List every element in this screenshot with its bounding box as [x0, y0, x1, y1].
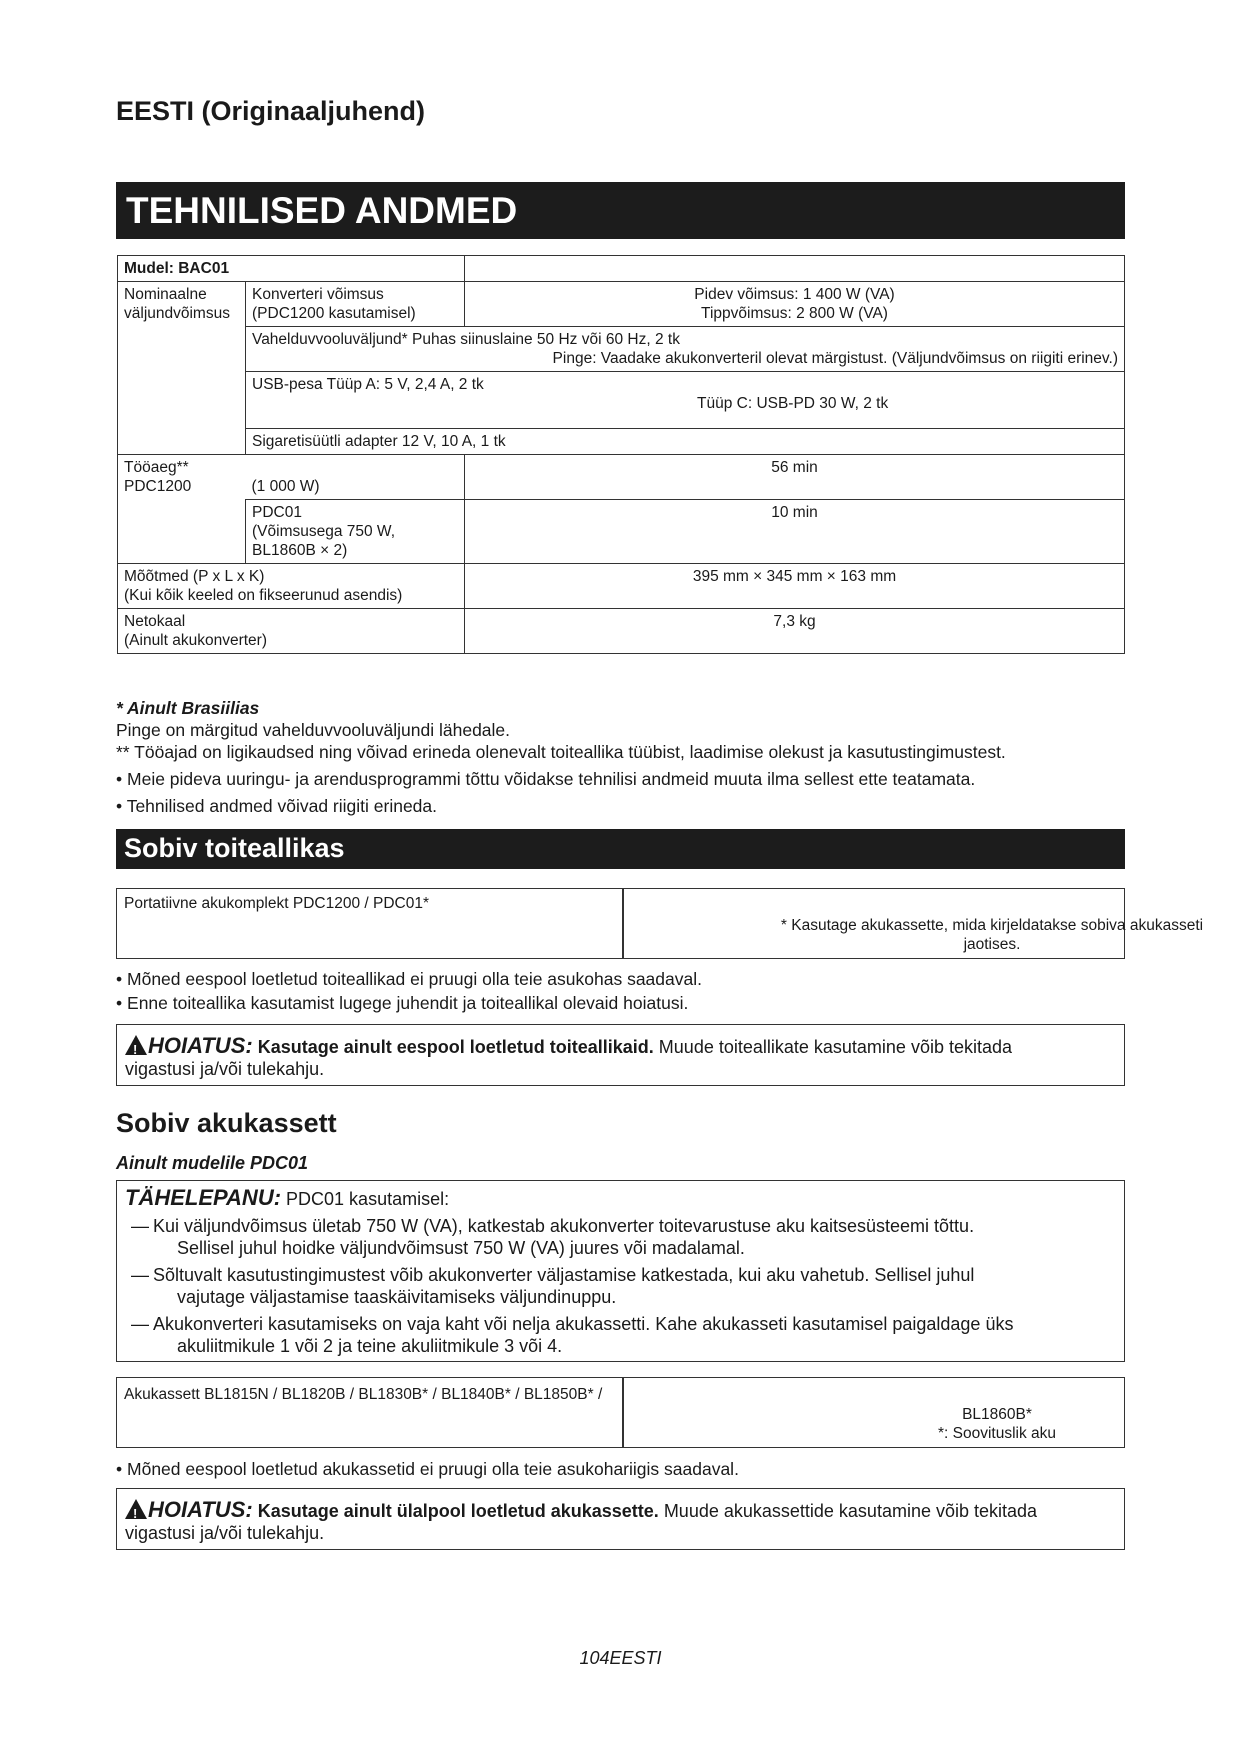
runtime-pdc1200-value: 56 min: [465, 455, 1125, 500]
list-item: — Akukonverteri kasutamiseks on vaja kaht või nelja akukassetti. Kahe akukasseti kasutamisel paigaldage üks akuliitmikule 1 või 2 ja teine akuliitmikule 3 või 4.: [131, 1314, 1014, 1356]
warning-triangle-icon: [125, 1499, 147, 1519]
table-row: [118, 372, 1125, 429]
cigarette-adapter-cell: Sigaretisüütli adapter 12 V, 10 A, 1 tk: [246, 429, 1125, 455]
caution-box: TÄHELEPANU: PDC01 kasutamisel: — Kui väljundvõimsus ületab 750 W (VA), katkestab akukonverter toitevarustuse aku kaitsesüsteemi tõttu. Sellisel juhul hoidke väljundvõimsust 750 W (VA) juures või madalamal. — Sõltuvalt kasutustingimustest võib akukonverter väljastamise katkestada, kui aku vahetub. Sellisel juhul vajutage väljastamise taaskäivitamiseks väljundinuppu. — Akukonverteri kasutamiseks on vaja kaht või nelja akukassetti. Kahe akukasseti kasutamisel paigaldage üks akuliitmikule 1 või 2 ja teine akuliitmikule 3 või 4.: [116, 1180, 1125, 1362]
table-row: [118, 564, 1125, 609]
converter-value: Pidev võimsus: 1 400 W (VA) Tippvõimsus: 2 800 W (VA): [465, 282, 1125, 327]
page-number: 104EESTI: [579, 1648, 662, 1668]
specifications-heading: TEHNILISED ANDMED: [116, 182, 1125, 239]
list-item: — Kui väljundvõimsus ületab 750 W (VA), katkestab akukonverter toitevarustuse aku kaitsesüsteemi tõttu. Sellisel juhul hoidke väljundvõimsust 750 W (VA) juures või madalamal.: [131, 1216, 975, 1258]
power-source-notes: [116, 967, 1126, 1015]
power-source-note: * Kasutage akukassette, mida kirjeldatakse sobiva akukasseti jaotises.: [780, 917, 1204, 953]
list-item: • Meie pideva uuringu- ja arendusprogrammi tõttu võidakse tehnilisi andmeid muuta ilma sellest ette teatamata.: [116, 769, 976, 789]
runtime-pdc01-value: 10 min: [465, 500, 1125, 564]
dimensions-value: 395 mm × 345 mm × 163 mm: [465, 564, 1125, 609]
note-runtime: ** Tööajad on ligikaudsed ning võivad erineda olenevalt toiteallika tüübist, laadimise olekust ja kasutustingimustest.: [116, 742, 1006, 762]
battery-notes: [116, 1457, 1126, 1481]
warning-power-source: !HOIATUS: Kasutage ainult eespool loetletud toiteallikaid. Muude toiteallikate kasutamine võib tekitada vigastusi ja/või tulekahju.: [116, 1024, 1125, 1086]
power-source-table: [116, 888, 1204, 959]
list-item: — Sõltuvalt kasutustingimustest võib akukonverter väljastamise katkestada, kui aku vahetub. Sellisel juhul vajutage väljastamise taaskäivitamiseks väljundinuppu.: [131, 1265, 975, 1307]
divider: [622, 1378, 624, 1447]
empty-cell: [465, 256, 1125, 282]
warning-battery: !HOIATUS: Kasutage ainult ülalpool loetletud akukassette. Muude akukassettide kasutamine võib tekitada vigastusi ja/või tulekahju.: [116, 1488, 1125, 1550]
usb-cell: USB-pesa Tüüp A: 5 V, 2,4 A, 2 tk Tüüp C: USB-PD 30 W, 2 tk: [246, 372, 1125, 429]
battery-heading: Sobiv akukassett: [116, 1108, 337, 1138]
runtime-label: Tööaeg** PDC1200: [118, 455, 246, 564]
battery-recommended: BL1860B* *: Soovituslik aku: [937, 1406, 1057, 1442]
spec-notes: [116, 697, 1126, 817]
divider: [622, 889, 624, 958]
table-row: [118, 429, 1125, 455]
table-row: [118, 327, 1125, 372]
table-row: [118, 282, 1125, 327]
runtime-pdc01-label: PDC01 (Võimsusega 750 W, BL1860B × 2): [246, 500, 465, 564]
note-brazil-heading: * Ainult Brasiilias: [116, 698, 260, 718]
battery-subtitle: Ainult mudelile PDC01: [116, 1153, 309, 1173]
warning-triangle-icon: [125, 1035, 147, 1055]
specifications-table: [117, 255, 1125, 654]
power-source-name: Portatiivne akukomplekt PDC1200 / PDC01*: [124, 895, 429, 912]
dimensions-label: Mõõtmed (P x L x K) (Kui kõik keeled on fikseerunud asendis): [118, 564, 465, 609]
rated-output-label: Nominaalne väljundvõimsus: [118, 282, 246, 455]
language-title: EESTI (Originaaljuhend): [116, 96, 426, 126]
runtime-pdc1200-sub: (1 000 W): [246, 455, 465, 500]
weight-value: 7,3 kg: [465, 609, 1125, 654]
list-item: • Tehnilised andmed võivad riigiti erineda.: [116, 796, 438, 816]
list-item: • Mõned eespool loetletud toiteallikad ei pruugi olla teie asukohas saadaval.: [116, 969, 702, 989]
list-item: • Mõned eespool loetletud akukassetid ei pruugi olla teie asukohariigis saadaval.: [116, 1459, 739, 1479]
converter-label: Konverteri võimsus (PDC1200 kasutamisel): [246, 282, 465, 327]
weight-label: Netokaal (Ainult akukonverter): [118, 609, 465, 654]
power-source-heading: Sobiv toiteallikas: [116, 829, 1125, 869]
list-item: • Enne toiteallika kasutamist lugege juhendit ja toiteallikal olevaid hoiatusi.: [116, 993, 689, 1013]
table-row: [118, 256, 1125, 282]
table-row: [118, 455, 1125, 500]
model-cell: Mudel: BAC01: [118, 256, 465, 282]
table-row: [118, 500, 1125, 564]
table-row: [118, 609, 1125, 654]
battery-list: Akukassett BL1815N / BL1820B / BL1830B* / BL1840B* / BL1850B* /: [124, 1386, 603, 1403]
note-brazil-text: Pinge on märgitud vahelduvvooluväljundi lähedale.: [116, 720, 511, 740]
ac-output-cell: Vahelduvvooluväljund* Puhas siinuslaine 50 Hz või 60 Hz, 2 tk Pinge: Vaadake akukonverteril olevat märgistust. (Väljundvõimsus on riigiti erinev.): [246, 327, 1125, 372]
battery-table: [116, 1377, 1125, 1448]
